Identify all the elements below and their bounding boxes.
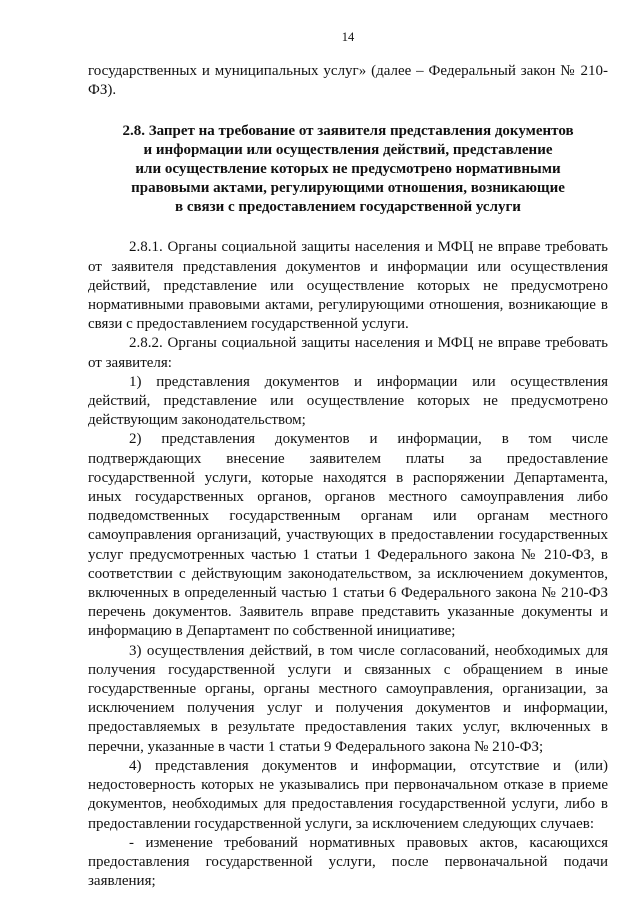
list-item-1: 1) представления документов и информации или осуществления действий, представление или осуществление которых не предусмотрено действующим законодательством; <box>88 373 608 429</box>
paragraph-2-8-2: 2.8.2. Органы социальной защиты населения и МФЦ не вправе требовать от заявителя: <box>88 335 608 371</box>
section-heading <box>88 122 608 217</box>
section-heading-line: 2.8. Запрет на требование от заявителя представления документов <box>122 123 574 140</box>
section-heading-line: в связи с предоставлением государственной услуги <box>175 199 521 216</box>
list-item-3: 3) осуществления действий, в том числе согласований, необходимых для получения государственной услуги и связанных с обращением в иные государственные органы, органы местного самоуправления, организации, за исключением получения услуг и получения документов и информации, предоставляемых в результате предоставления таких услуг, включенных в перечни, указанные в части 1 статьи 9 Федерального закона № 210-ФЗ; <box>88 642 608 755</box>
list-item-4: 4) представления документов и информации, отсутствие и (или) недостоверность которых не указывались при первоначальном отказе в приеме документов, необходимых для предоставления государственной услуги, либо в предоставлении государственной услуги, за исключением следующих случаев: <box>88 757 608 832</box>
sub-item-dash-1: - изменение требований нормативных правовых актов, касающихся предоставления государственной услуги, после первоначальной подачи заявления; <box>88 834 608 890</box>
list-item-2: 2) представления документов и информации, в том числе подтверждающих внесение заявителем платы за предоставление государственной услуги, которые находятся в распоряжении Департамента, иных государственных органов, органов местного самоуправления либо подведомственных государственным органам или органам местного самоуправления организаций, участвующих в предоставлении государственных услуг предусмотренных частью 1 статьи 1 Федерального закона № 210-ФЗ, в соответствии с действующим законодательством, за исключением документов, включенных в определенный частью 1 статьи 6 Федерального закона № 210-ФЗ перечень документов. Заявитель вправе представить указанные документы и информацию в Департамент по собственной инициативе; <box>88 431 608 640</box>
section-heading-line: или осуществление которых не предусмотрено нормативными <box>135 161 561 178</box>
paragraph-2-8-1: 2.8.1. Органы социальной защиты населения и МФЦ не вправе требовать от заявителя представления документов и информации или осуществления действий, представление или осуществление которых не предусмотрено нормативными правовыми актами, регулирующими отношения, возникающие в связи с предоставлением государственной услуги. <box>88 239 608 333</box>
page-number: 14 <box>341 30 355 44</box>
section-heading-line: и информации или осуществления действий, представление <box>143 142 553 159</box>
section-heading-line: правовыми актами, регулирующими отношения, возникающие <box>131 180 565 197</box>
intro-paragraph: государственных и муниципальных услуг» (далее – Федеральный закон № 210-ФЗ). <box>88 63 608 99</box>
